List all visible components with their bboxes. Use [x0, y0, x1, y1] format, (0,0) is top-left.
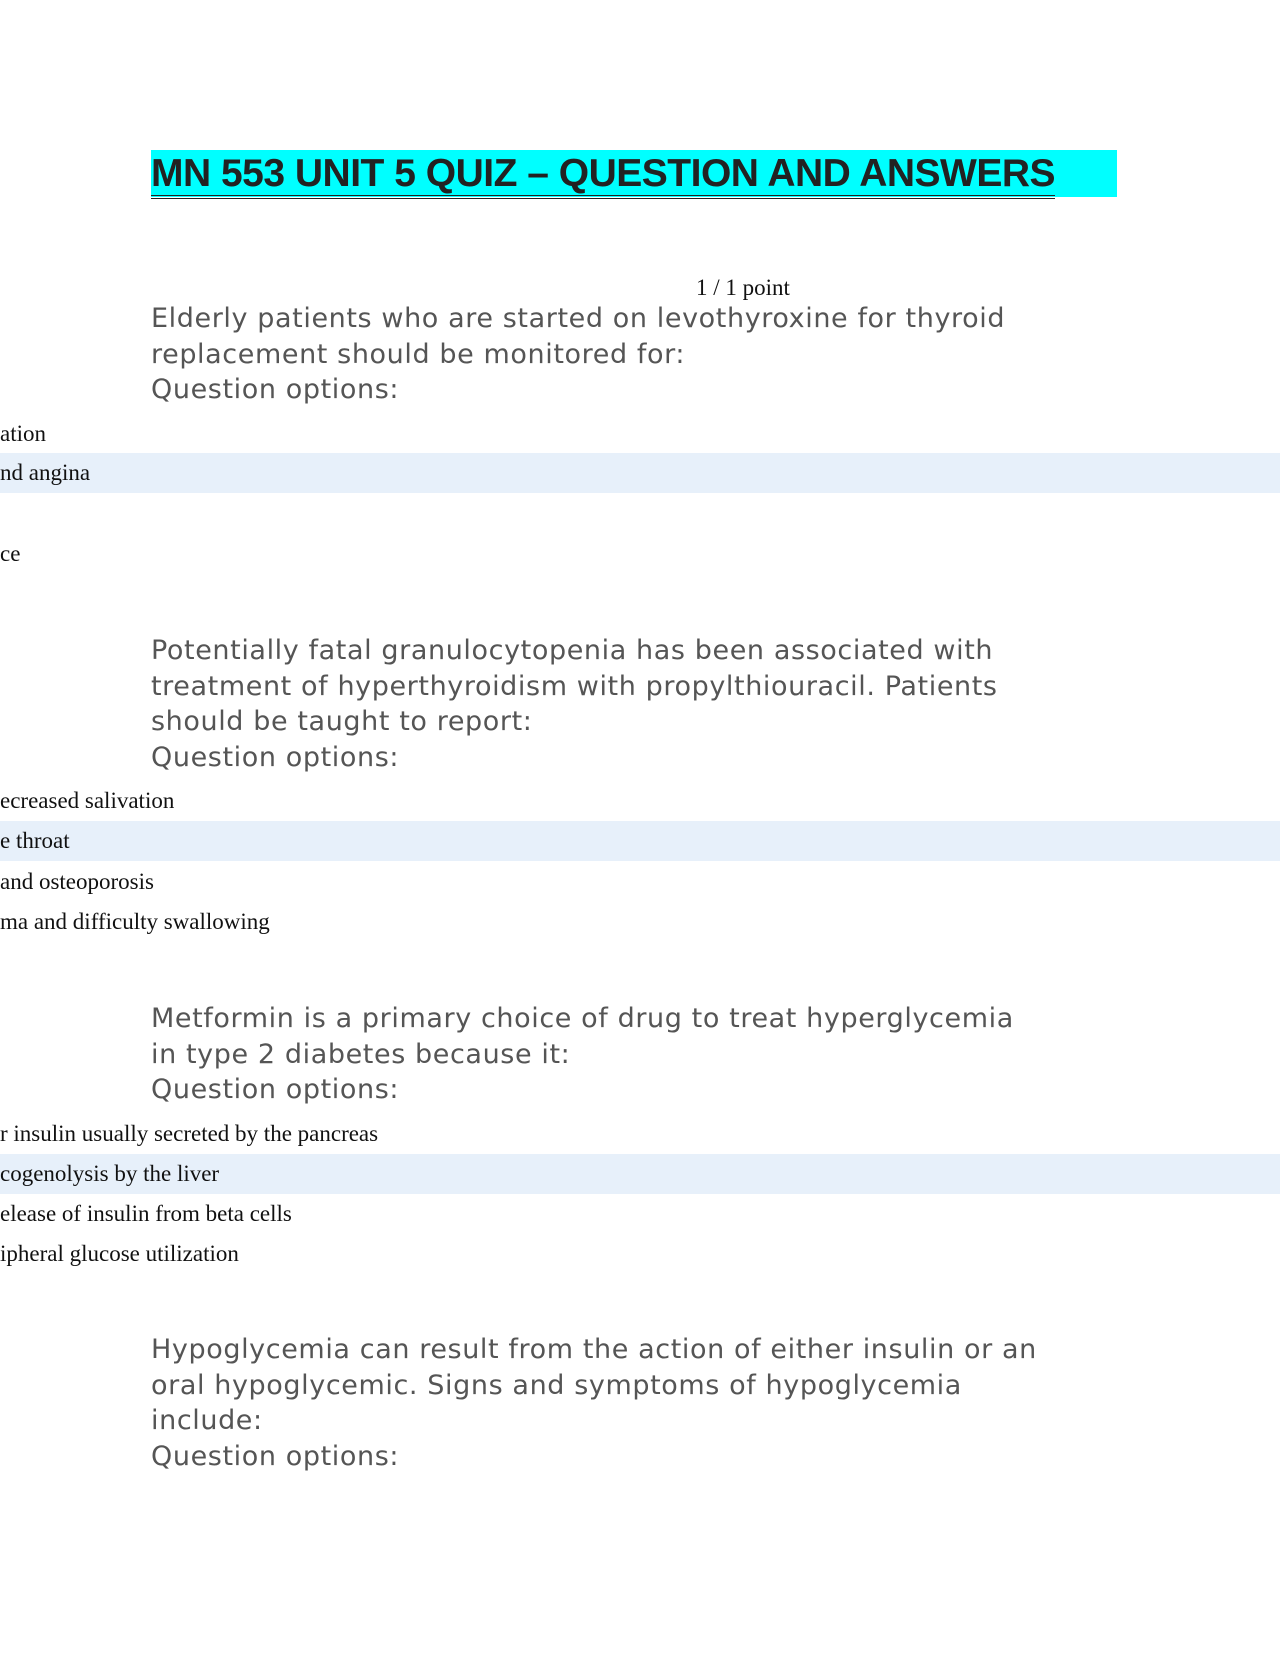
option-row[interactable] — [0, 414, 1280, 454]
option-row[interactable] — [0, 493, 1280, 533]
question-text: Elderly patients who are started on levothyroxine for thyroid — [151, 303, 1006, 334]
option-row-selected[interactable] — [0, 453, 1280, 493]
option-row[interactable] — [0, 781, 1280, 821]
question-3 — [151, 1001, 1141, 1108]
question-text: treatment of hyperthyroidism with propylthiouracil. Patients — [151, 670, 998, 702]
option-row[interactable] — [0, 862, 1280, 902]
option-text: ecreased salivation — [0, 788, 175, 813]
question-options-label: Question options: — [151, 1440, 400, 1472]
option-row[interactable] — [0, 1114, 1280, 1154]
option-text: e throat — [0, 828, 70, 853]
points-score: 1 / 1 point — [696, 275, 790, 300]
option-row-selected[interactable] — [0, 821, 1280, 861]
question-1 — [151, 301, 1141, 408]
question-text: Metformin is a primary choice of drug to treat hyperglycemia — [151, 1003, 1014, 1034]
question-text: in type 2 diabetes because it: — [151, 1038, 571, 1070]
page-title: MN 553 UNIT 5 QUIZ – QUESTION AND ANSWERS — [151, 150, 1117, 197]
option-text: ation — [0, 421, 46, 446]
option-row[interactable] — [0, 1234, 1280, 1274]
question-2 — [151, 633, 1141, 775]
question-options-label: Question options: — [151, 1074, 400, 1105]
option-text: cogenolysis by the liver — [0, 1161, 220, 1186]
question-text: oral hypoglycemic. Signs and symptoms of hypoglycemia — [151, 1369, 962, 1401]
option-row[interactable] — [0, 902, 1280, 942]
option-row[interactable] — [0, 534, 1280, 574]
option-row[interactable] — [0, 1194, 1280, 1234]
option-text: ipheral glucose utilization — [0, 1241, 239, 1266]
question-options-label: Question options: — [151, 741, 400, 773]
question-options-label: Question options: — [151, 374, 400, 405]
question-text: include: — [151, 1405, 263, 1436]
option-row-selected[interactable] — [0, 1154, 1280, 1194]
option-text: elease of insulin from beta cells — [0, 1201, 292, 1226]
option-text: ma and difficulty swallowing — [0, 909, 270, 934]
option-text: r insulin usually secreted by the pancreas — [0, 1121, 379, 1146]
question-text: Potentially fatal granulocytopenia has been associated with — [151, 635, 994, 666]
question-text: replacement should be monitored for: — [151, 338, 686, 370]
question-text: should be taught to report: — [151, 706, 533, 737]
question-4 — [151, 1332, 1141, 1474]
option-text: ce — [0, 541, 21, 566]
question-text: Hypoglycemia can result from the action of either insulin or an — [151, 1334, 1037, 1365]
option-text: and osteoporosis — [0, 869, 154, 894]
option-text: nd angina — [0, 460, 91, 485]
